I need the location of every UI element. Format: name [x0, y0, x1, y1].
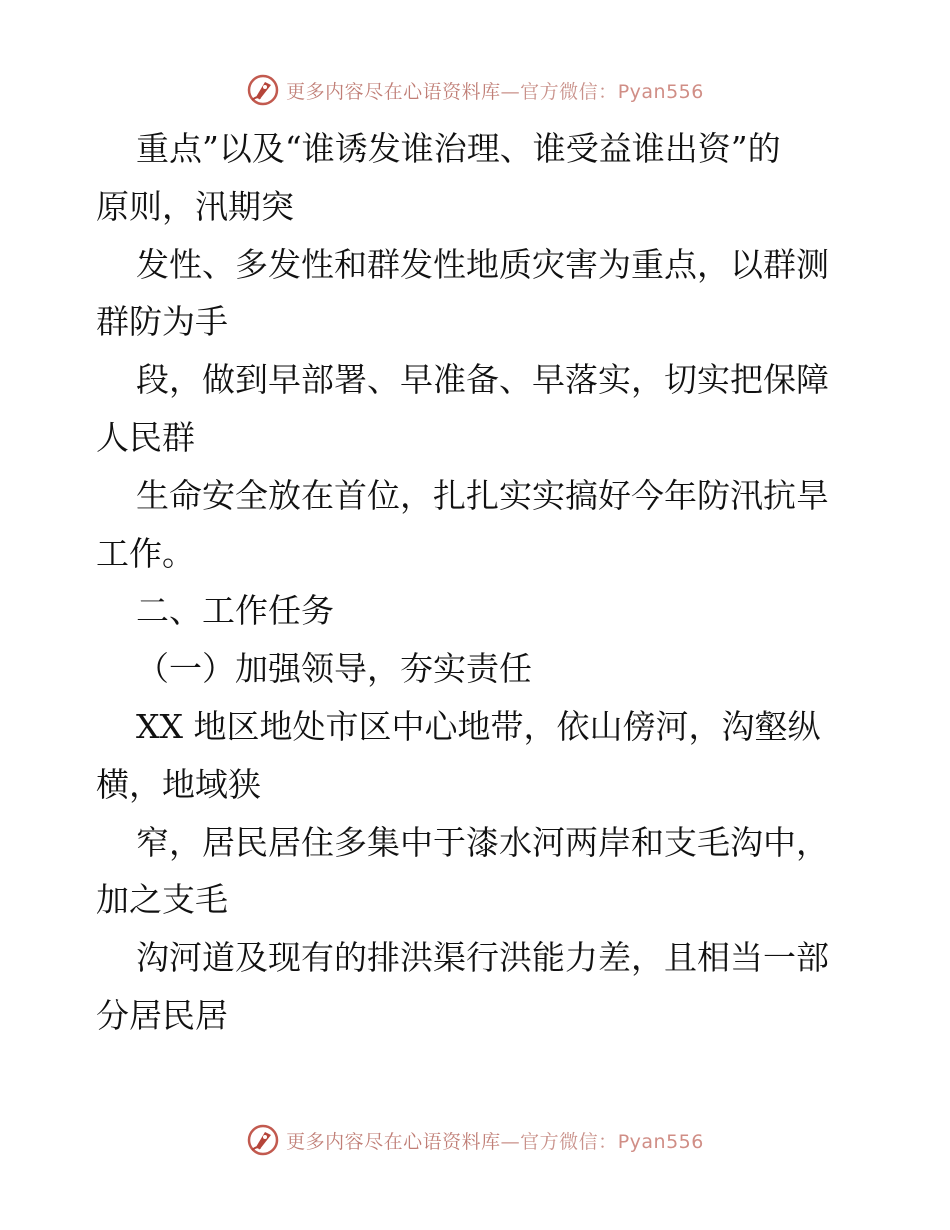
body-line-15: 沟河道及现有的排洪渠行洪能力差，且相当一部 — [136, 938, 829, 978]
body-line-1: 重点”以及“谁诱发谁治理、谁受益谁出资”的 — [136, 129, 781, 168]
watermark-footer — [0, 1120, 950, 1160]
body-line-2: 原则，汛期突 — [96, 186, 294, 226]
pen-nib-logo-icon — [246, 73, 280, 107]
section-heading: 二、工作任务 — [136, 591, 334, 631]
watermark-text: 更多内容尽在心语资料库—官方微信：Pyan556 — [286, 1130, 704, 1153]
subsection-heading: （一）加强领导，夯实责任 — [136, 649, 532, 689]
body-line-3: 发性、多发性和群发性地质灾害为重点，以群测 — [136, 244, 829, 284]
body-line-5: 段，做到早部署、早准备、早落实，切实把保障 — [136, 360, 829, 400]
pen-nib-logo-icon — [246, 1123, 280, 1157]
body-line-7: 生命安全放在首位，扎扎实实搞好今年防汛抗旱 — [136, 475, 829, 515]
document-body — [96, 120, 866, 1045]
body-line-13: 窄，居民居住多集中于漆水河两岸和支毛沟中， — [136, 822, 829, 862]
body-line-11: XX 地区地处市区中心地带，依山傍河，沟壑纵 — [136, 706, 821, 746]
watermark-header — [0, 70, 950, 110]
body-line-8: 工作。 — [96, 533, 195, 573]
body-line-12: 横，地域狭 — [96, 764, 261, 804]
watermark-text: 更多内容尽在心语资料库—官方微信：Pyan556 — [286, 80, 704, 103]
body-line-4: 群防为手 — [96, 302, 228, 342]
body-line-6: 人民群 — [96, 417, 195, 457]
body-line-14: 加之支毛 — [96, 880, 228, 920]
body-line-16: 分居民居 — [96, 995, 228, 1035]
